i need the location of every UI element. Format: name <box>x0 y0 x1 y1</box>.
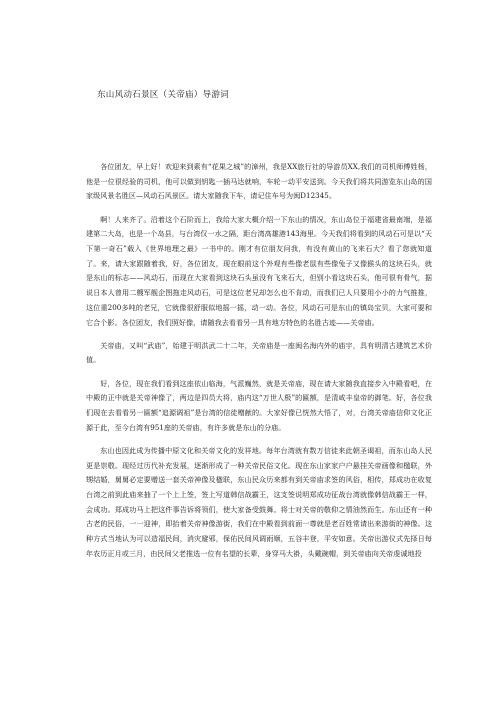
document-body <box>86 160 432 570</box>
paragraph-guandi-culture: 东山也因此成为传播中原文化和关帝文化的发祥地。每年台湾就有数万信徒来此朝圣谒祖，而东山岛人民更是崇敬。现经过历代补充发展，逐渐形成了一种关帝民俗文化。现在东山家家户户悬挂关帝画像和楹联，外甥结婚，舅舅必定要赠送一套关帝神像及楹联，东山民众历来都有到关帝庙求签的风俗，相传，郑成功在收复台湾之前到此庙来抽了一个上上签，签上写道韩信战霸王，这支签说明郑成功征战台湾就像韩信战霸王一样，会成功。郑成功马上把这件事告诉将领们，使大家备受鼓舞。将士对关帝的敬仰之情油然而生。东山还有一种古老的民俗，一一迎神，即抬着关帝神像游街，我们在中殿看到前面一尊就是老百姓常请出来游街的神像。这种方式当地认为可以造福民间，消灾避邪，保佑民间风调雨顺，五谷丰登，平安如意。关帝出游仪式先择日每年农历正月或三月，由民间父老推选一位有名望的长辈，身穿马大褂，头戴碗帽，到关帝庙向关帝虔诚地投 <box>86 445 432 558</box>
paragraph-temple-hall: 好，各位，现在我们看到这座依山临海，气派巍然，就是关帝庙，现在请大家随我直接步入中殿看吧，在中殿的正中就是关帝神像了，两边是四员大将，庙内这“万世人极”的匾额，是清咸丰皇帝的御笔。好，各位我们现在去看看另一匾额“追源调祖”是台湾的信徒赠献的。大家好像已恍然大悟了，对，台湾关帝庙信仰文化正源于此，至今台湾有951座的关帝庙，有许多就是东山的分庙。 <box>86 378 432 432</box>
document-title: 东山风动石景区（关帝庙）导游词 <box>97 90 229 100</box>
paragraph-windmoving-stone: 啊！人来齐了。沿着这个石阶而上，我给大家大概介绍一下东山的情况，东山岛位于福建省最南端，是福建第二大岛，也是一个岛县，与台湾仅一水之隔，距台湾高雄港143海里。今天我们将看到的风动石可是以“天下第一奇石”载入《世界地理之最》一书中的。刚才有位朋友问我，有没有黄山的飞来石大？看了您就知道了。来，请大家跟随着我，好，各位团友，现在眼前这个外观有些像老鼠有些像兔子又像猴头的这块石头，就是东山的标志——风动石，而现在大家看到这块石头虽没有飞来石大，但别小看这块石头，他可很有骨气，据说日本人曾用二艘军舰企图拖走风动石，可是这位老兄却怎么也不肯动，而我们已人只要用小小的力气推推，这位重200多吨的老兄，它就像很舒服似地摇一摇，动一动。各位，风动石可是东山的镇岛宝贝，大家可要和它合个影。各位团友，我们照好像，请随我去看看另一具有地方特色的名胜古迹——关帝庙。 <box>86 214 432 327</box>
paragraph-guandi-temple-intro: 关帝庙，又叫“武庙”，始建于明洪武二十二年，关帝庙是一座闽名海内外的庙宇，具有明清古建筑艺术价值。 <box>86 340 432 365</box>
paragraph-greeting: 各位团友，早上好！欢迎来到素有“花果之城”的漳州，我是XX旅行社的导游员XX,我们的司机师傅姓杨，他是一位很经验的司机，他可以做到钥匙一插马达就响，车轮一动平安送到。今天我们将共同游览东山岛的国家级风景名胜区—风动石风景区。请大家随我下车，请记住车号为闽D12345。 <box>86 162 432 201</box>
